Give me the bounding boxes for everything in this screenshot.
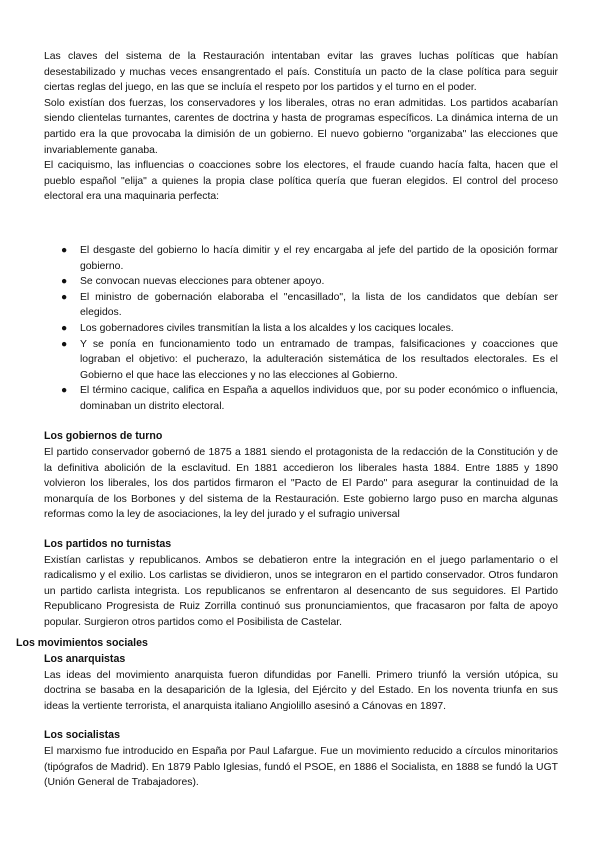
list-item-text: El desgaste del gobierno lo hacía dimitir y el rey encargaba al jefe del partido de la oposición formar gobierno. <box>80 244 558 272</box>
intro-paragraph-2: Solo existían dos fuerzas, los conservadores y los liberales, otras no eran admitidas. Los partidos acabarían siendo clientelas turnantes, carentes de doctrina y hasta de programas específicos. La dinámica interna de un partido era la que provocaba la dimisión de un gobierno. El nuevo gobierno "organizaba" las elecciones que invariablemente ganaba. <box>44 97 558 156</box>
spacer <box>44 205 558 243</box>
bullet-icon: ● <box>61 322 68 334</box>
socialistas-heading: Los socialistas <box>44 729 120 742</box>
no-turnistas-heading: Los partidos no turnistas <box>44 538 172 551</box>
list-item-text: Y se ponía en funcionamiento todo un entramado de trampas, falsificaciones y coacciones que lograban el objetivo: el pucherazo, la adulteración sistemática de los resultados electorales. Es el Gobierno el que hace las elecciones y no las elecciones al Gobierno. <box>80 338 558 381</box>
main-content <box>44 49 558 631</box>
bullet-icon: ● <box>61 291 68 303</box>
list-item <box>44 274 558 290</box>
anarquistas-paragraph: Las ideas del movimiento anarquista fueron difundidas por Fanelli. Primero triunfó la versión utópica, su doctrina se basaba en la desaparición de la Iglesia, del Ejército y del Estado. En los noventa triunfa en sus ideas la vertiente terrorista, el anarquista italiano Angiolillo asesinó a Cánovas en 1897. <box>44 669 558 712</box>
list-item <box>44 321 558 337</box>
bullet-icon: ● <box>61 385 68 397</box>
intro-paragraph-1: Las claves del sistema de la Restauración intentaban evitar las graves luchas políticas que habían desestabilizado y muchas veces ensangrentado el país. Constituía un pacto de la clase política para seguir ciertas reglas del juego, en las que se incluía el respeto por los partidos y el turno en el poder. <box>44 51 558 94</box>
bullet-icon: ● <box>61 338 68 350</box>
list-item <box>44 243 558 274</box>
list-item-text: Se convocan nuevas elecciones para obtener apoyo. <box>80 276 325 288</box>
gobiernos-paragraph: El partido conservador gobernó de 1875 a 1881 siendo el protagonista de la redacción de la Constitución y de la definitiva abolición de la esclavitud. En 1881 accedieron los liberales hasta 1884. Entre 1885 y 1890 volvieron los liberales, los dos partidos firmaron el "Pacto de El Pardo" para asegurar la continuidad de la monarquía de los Borbones y del sistema de la Restauración. Este gobierno largo puso en marcha algunas reformas como la ley de asociaciones, la ley del jurado y el sufragio universal <box>44 447 558 521</box>
socialistas-paragraph: El marxismo fue introducido en España por Paul Lafargue. Fue un movimiento reducido a círculos minoritarios (tipógrafos de Madrid). En 1879 Pablo Iglesias, fundó el PSOE, en 1886 el Socialista, en 1888 se fundó la UGT (Unión General de Trabajadores). <box>44 745 558 789</box>
list-item <box>44 383 558 414</box>
movimientos-heading: Los movimientos sociales <box>16 637 148 649</box>
gobiernos-heading: Los gobiernos de turno <box>44 430 163 443</box>
list-item-text: El término cacique, califica en España a aquellos individuos que, por su poder económico o influencia, dominaban un distrito electoral. <box>80 385 558 412</box>
movimientos-content <box>44 652 558 791</box>
list-item-text: El ministro de gobernación elaboraba el "encasillado", la lista de los candidatos que debían ser elegidos. <box>80 291 558 319</box>
anarquistas-heading: Los anarquistas <box>44 653 126 665</box>
bullet-icon: ● <box>61 276 68 288</box>
electoral-process-list <box>44 243 558 415</box>
list-item <box>44 337 558 384</box>
intro-paragraph-3: El caciquismo, las influencias o coacciones sobre los electores, el fraude cuando hacía falta, hacen que el pueblo español "elija" a quienes la propia clase política quería que fueran elegidos. El control del proceso electoral era una maquinaria perfecta: <box>44 160 558 203</box>
list-item <box>44 290 558 321</box>
bullet-icon: ● <box>61 244 68 256</box>
list-item-text: Los gobernadores civiles transmitían la lista a los alcaldes y los caciques locales. <box>80 322 454 334</box>
no-turnistas-paragraph: Existían carlistas y republicanos. Ambos se debatieron entre la integración en el juego parlamentario o el radicalismo y el exilio. Los carlistas se dividieron, unos se integraron en el partido conservador. Otros fundaron un partido carlista integrista. Los republicanos se enfrentaron al desencanto de sus seguidores. El Partido Republicano Progresista de Ruiz Zorrilla continuó sus pronunciamientos, que fracasaron por falta de apoyo popular. Surgieron otros partidos como el Posibilista de Castelar. <box>44 554 558 628</box>
